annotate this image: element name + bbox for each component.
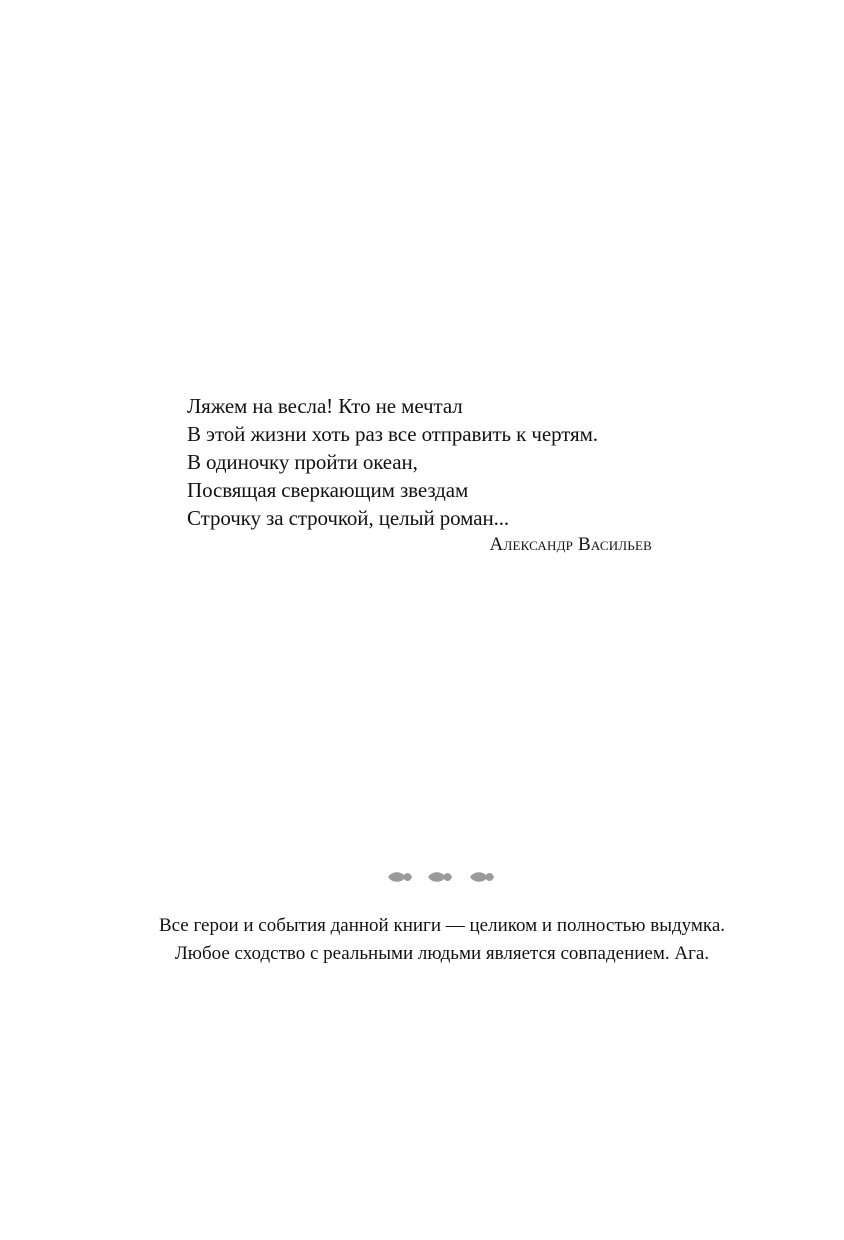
disclaimer-line: Любое сходство с реальными людьми является совпадением. Ага. — [174, 943, 710, 964]
disclaimer — [0, 912, 844, 968]
disclaimer-line: Все герои и события данной книги — целиком и полностью выдумка. — [158, 915, 726, 936]
leaf-icon — [388, 872, 412, 882]
epigraph-line: Ляжем на весла! Кто не мечтал — [187, 394, 463, 418]
epigraph-author: Александр Васильев — [489, 534, 652, 555]
epigraph-line: Строчку за строчкой, целый роман... — [187, 506, 510, 530]
epigraph — [187, 392, 667, 555]
three-leaf-divider-icon — [382, 866, 500, 888]
epigraph-line: В этой жизни хоть раз все отправить к чертям. — [187, 422, 598, 446]
epigraph-line: В одиночку пройти океан, — [187, 450, 418, 474]
leaf-icon — [470, 872, 494, 882]
epigraph-line: Посвящая сверкающим звездам — [187, 478, 469, 502]
leaf-icon — [428, 872, 452, 882]
